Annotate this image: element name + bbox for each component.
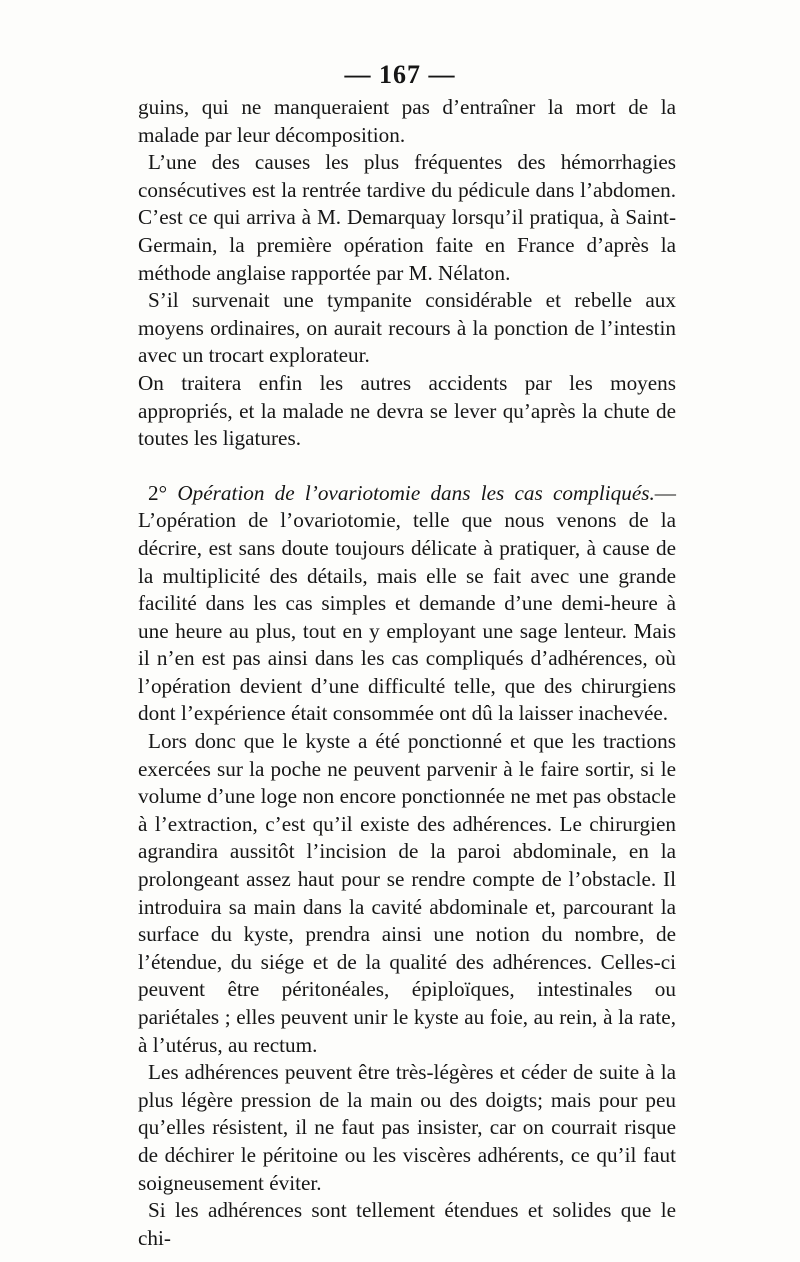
paragraph-6: Lors donc que le kyste a été ponctionné et que les tractions exercées sur la poche ne peuvent parvenir à le faire sortir, si le volume d’une loge non encore ponctionnée ne met pas obstacle à l’extraction, c’est qu’il existe des adhérences. Le chirurgien agrandira aussitôt l’incision de la paroi abdominale, en la prolongeant assez haut pour se rendre compte de l’obstacle. Il introduira sa main dans la cavité abdominale et, parcourant la surface du kyste, prendra ainsi une notion du nombre, de l’étendue, du siége et de la qualité des adhérences. Celles-ci peuvent être péritonéales, épiploïques, intestinales ou pariétales ; elles peuvent unir le kyste au foie, au rein, à la rate, à l’utérus, au rectum. xyxy=(138,729,676,1057)
section-number: 2° xyxy=(148,480,178,505)
section-text: — L’opération de l’ovariotomie, telle que nous venons de la décrire, est sans doute toujours délicate à pratiquer, à cause de la multiplicité des détails, mais elle se fait avec une grande facilité dans les cas simples et demande d’une demi-heure à une heure au plus, tout en y employant une sage lenteur. Mais il n’en est pas ainsi dans les cas compliqués d’adhérences, où l’opération devient d’une difficulté telle, que des chirurgiens dont l’expérience était consommée ont dû la laisser inachevée. xyxy=(138,480,676,726)
body-text xyxy=(138,94,676,1252)
paragraph-2: L’une des causes les plus fréquentes des hémorrhagies consécutives est la rentrée tardive du pédicule dans l’abdomen. C’est ce qui arriva à M. Demarquay lorsqu’il pratiqua, à Saint-Germain, la première opération faite en France d’après la méthode anglaise rapportée par M. Nélaton. xyxy=(138,150,676,285)
page-number: — 167 — xyxy=(344,60,456,89)
section-paragraph xyxy=(138,480,676,728)
paragraph-4: On traitera enfin les autres accidents par les moyens appropriés, et la malade ne devra se lever qu’après la chute de toutes les ligatures. xyxy=(138,370,676,451)
paragraph-3: S’il survenait une tympanite considérable et rebelle aux moyens ordinaires, on aurait recours à la ponction de l’intestin avec un trocart explorateur. xyxy=(138,288,676,368)
section-heading: Opération de l’ovariotomie dans les cas compliqués. xyxy=(177,480,655,505)
paragraph-1: guins, qui ne manqueraient pas d’entraîner la mort de la malade par leur décomposition. xyxy=(138,95,676,147)
paragraph-7: Les adhérences peuvent être très-légères et céder de suite à la plus légère pression de la main ou des doigts; mais pour peu qu’elles résistent, il ne faut pas insister, car on courrait risque de déchirer le péritoine ou les viscères adhérents, ce qu’il faut soigneusement éviter. xyxy=(138,1060,676,1195)
section-gap xyxy=(138,453,676,480)
paragraph-8: Si les adhérences sont tellement étendues et solides que le chi- xyxy=(138,1198,676,1250)
